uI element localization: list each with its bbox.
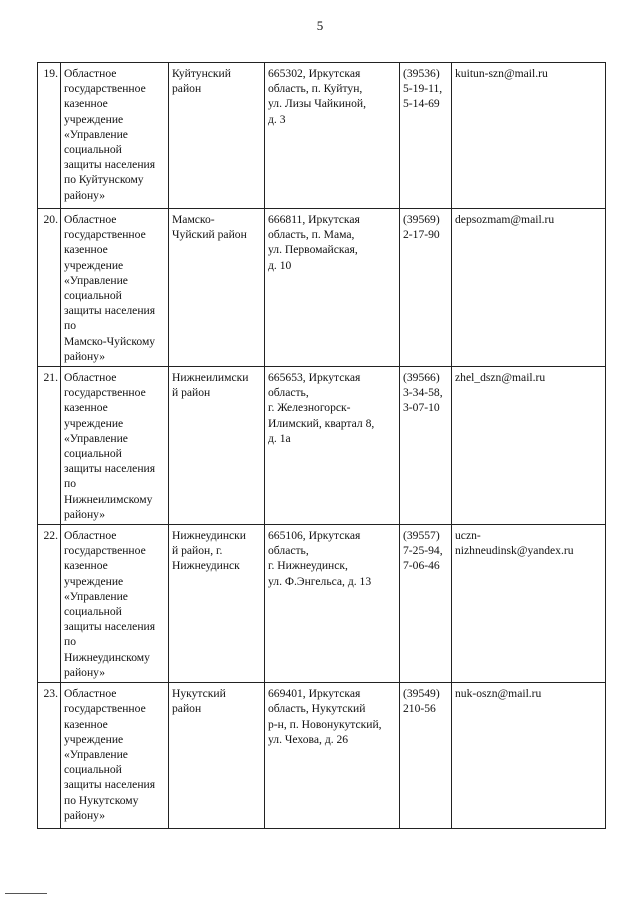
district-name-cell [169, 525, 265, 683]
phone-numbers-line: 2-17-90 [403, 228, 440, 242]
organization-name-line: Нижнеилимскому [64, 492, 153, 506]
row-number-cell: 20. [38, 209, 61, 367]
district-name-line: район [172, 702, 202, 716]
email-address-line: nuk-oszn@mail.ru [455, 687, 542, 701]
phone-numbers-line: 5-19-11, [403, 82, 443, 96]
email-address-line: zhel_dszn@mail.ru [455, 371, 546, 385]
postal-address-line: д. 3 [268, 112, 286, 126]
postal-address-line: г. Нижнеудинск, [268, 559, 348, 573]
postal-address-cell [265, 683, 400, 829]
phone-numbers-cell [400, 367, 452, 525]
phone-numbers-line: 3-34-58, [403, 386, 443, 400]
postal-address-line: 665653, Иркутская [268, 371, 361, 385]
postal-address-cell [265, 367, 400, 525]
email-address-line: kuitun-szn@mail.ru [455, 67, 548, 80]
row-number-cell: 23. [38, 683, 61, 829]
district-name-line: Нижнеилимски [172, 371, 249, 385]
phone-numbers-cell [400, 525, 452, 683]
email-address-cell [452, 525, 606, 683]
postal-address-line: 665106, Иркутская [268, 529, 361, 543]
postal-address-line: д. 10 [268, 258, 292, 272]
organization-name-cell [61, 209, 169, 367]
phone-numbers-line: 7-25-94, [403, 544, 443, 558]
organization-name-line: казенное [64, 717, 108, 731]
table-row [38, 525, 606, 683]
organization-name-line: защиты населения [64, 620, 156, 634]
organization-name-line: государственное [64, 544, 146, 558]
organization-name-line: казенное [64, 243, 108, 257]
phone-numbers-line: (39549) [403, 687, 440, 701]
organization-name-line: социальной [64, 447, 122, 461]
organization-name-line: социальной [64, 143, 122, 157]
phone-numbers-line: (39566) [403, 371, 440, 385]
organization-name-line: учреждение [64, 112, 124, 126]
district-name-line: Нижнеудинск [172, 559, 240, 573]
organization-name-line: «Управление [64, 589, 128, 603]
postal-address-cell [265, 525, 400, 683]
email-address-cell [452, 683, 606, 829]
organization-name-line: государственное [64, 228, 146, 242]
district-name-line: й район [172, 386, 211, 400]
postal-address-line: ул. Чехова, д. 26 [268, 732, 349, 746]
postal-address-line: ул. Первомайская, [268, 243, 358, 257]
district-name-cell [169, 63, 265, 209]
organization-name-line: Нижнеудинскому [64, 650, 150, 664]
district-name-cell [169, 209, 265, 367]
postal-address-line: д. 1а [268, 431, 291, 445]
district-name-line: Нукутский [172, 687, 226, 701]
table-body [38, 63, 606, 829]
email-address-cell [452, 63, 606, 209]
organization-name-line: защиты населения [64, 158, 156, 172]
phone-numbers-line: (39536) [403, 67, 440, 80]
postal-address-line: г. Железногорск- [268, 401, 351, 415]
organization-name-line: Мамско-Чуйскому [64, 334, 156, 348]
organization-name-line: по [64, 319, 77, 333]
email-address-cell [452, 367, 606, 525]
postal-address-line: Илимский, квартал 8, [268, 416, 375, 430]
email-address-cell [452, 209, 606, 367]
phone-numbers-cell [400, 63, 452, 209]
district-name-cell [169, 683, 265, 829]
postal-address-line: 669401, Иркутская [268, 687, 361, 701]
phone-numbers-line: 3-07-10 [403, 401, 440, 415]
organization-name-line: «Управление [64, 127, 128, 141]
organization-name-line: казенное [64, 401, 108, 415]
table-row [38, 63, 606, 209]
organization-name-line: казенное [64, 559, 108, 573]
postal-address-line: 665302, Иркутская [268, 67, 361, 80]
organization-name-line: казенное [64, 97, 108, 111]
phone-numbers-line: (39557) [403, 529, 440, 543]
table-row [38, 683, 606, 829]
postal-address-line: область, Нукутский [268, 702, 366, 716]
organization-name-line: учреждение [64, 416, 124, 430]
district-name-line: й район, г. [172, 544, 223, 558]
phone-numbers-line: 7-06-46 [403, 559, 440, 573]
postal-address-line: область, [268, 386, 309, 400]
phone-numbers-line: 210-56 [403, 702, 436, 716]
organization-name-line: социальной [64, 289, 122, 303]
organization-name-line: району» [64, 349, 106, 363]
page-number: 5 [316, 18, 324, 33]
organization-name-line: государственное [64, 82, 146, 96]
postal-address-line: область, [268, 544, 309, 558]
postal-address-line: область, п. Куйтун, [268, 82, 363, 96]
organization-name-line: учреждение [64, 574, 124, 588]
organization-name-line: государственное [64, 702, 146, 716]
organization-name-line: социальной [64, 763, 122, 777]
organization-name-line: «Управление [64, 747, 128, 761]
table-row [38, 209, 606, 367]
organization-name-cell [61, 525, 169, 683]
organization-name-line: защиты населения [64, 304, 156, 318]
email-address-line: uczn- [455, 529, 481, 543]
postal-address-line: ул. Ф.Энгельса, д. 13 [268, 574, 372, 588]
row-number-cell: 21. [38, 367, 61, 525]
organization-name-line: Областное [64, 213, 117, 226]
email-address-line: depsozmam@mail.ru [455, 213, 555, 226]
organization-name-line: району» [64, 507, 106, 521]
organization-name-line: защиты населения [64, 462, 156, 476]
district-name-line: Мамско- [172, 213, 215, 226]
district-name-line: Нижнеудински [172, 529, 247, 543]
organization-name-line: району» [64, 188, 106, 202]
postal-address-line: ул. Лизы Чайкиной, [268, 97, 367, 111]
organization-name-line: «Управление [64, 273, 128, 287]
district-name-cell [169, 367, 265, 525]
organization-name-line: «Управление [64, 431, 128, 445]
organization-name-line: Областное [64, 67, 117, 80]
organization-name-line: по Нукутскому [64, 793, 139, 807]
organization-name-line: учреждение [64, 258, 124, 272]
district-name-line: Куйтунский [172, 67, 231, 80]
postal-address-line: область, п. Мама, [268, 228, 355, 242]
phone-numbers-cell [400, 683, 452, 829]
organization-name-line: государственное [64, 386, 146, 400]
phone-numbers-cell [400, 209, 452, 367]
footer-rule [5, 893, 47, 894]
district-name-line: район [172, 82, 202, 96]
organization-name-line: району» [64, 665, 106, 679]
table-row [38, 367, 606, 525]
phone-numbers-line: 5-14-69 [403, 97, 440, 111]
organization-name-line: району» [64, 808, 106, 822]
institutions-table [37, 62, 606, 829]
email-address-line: nizhneudinsk@yandex.ru [455, 544, 574, 558]
postal-address-line: 666811, Иркутская [268, 213, 360, 226]
row-number-cell: 19. [38, 63, 61, 209]
postal-address-cell [265, 63, 400, 209]
organization-name-line: учреждение [64, 732, 124, 746]
organization-name-line: по [64, 635, 77, 649]
organization-name-line: социальной [64, 605, 122, 619]
postal-address-cell [265, 209, 400, 367]
phone-numbers-line: (39569) [403, 213, 440, 226]
district-name-line: Чуйский район [172, 228, 247, 242]
organization-name-cell [61, 367, 169, 525]
organization-name-line: Областное [64, 687, 117, 701]
organization-name-cell [61, 63, 169, 209]
organization-name-line: по Куйтунскому [64, 173, 144, 187]
organization-name-line: Областное [64, 371, 117, 385]
organization-name-line: Областное [64, 529, 117, 543]
postal-address-line: р-н, п. Новонукутский, [268, 717, 382, 731]
row-number-cell: 22. [38, 525, 61, 683]
organization-name-line: защиты населения [64, 778, 156, 792]
organization-name-line: по [64, 477, 77, 491]
organization-name-cell [61, 683, 169, 829]
